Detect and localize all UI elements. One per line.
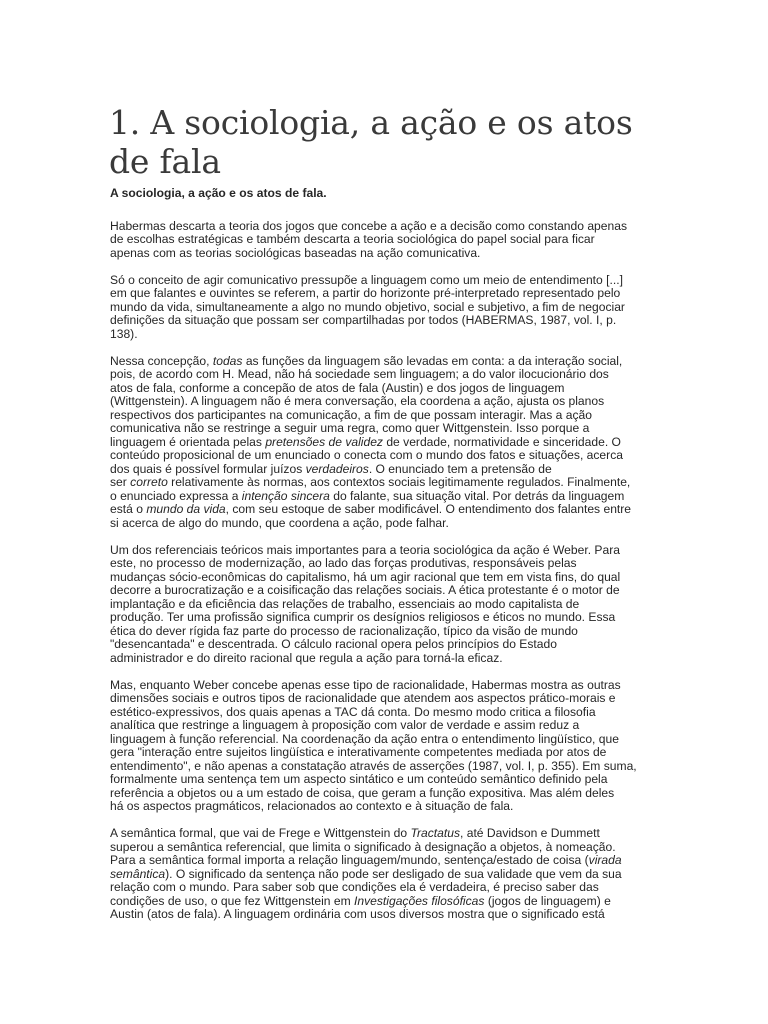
- italic-text: todas: [212, 353, 243, 368]
- paragraph: [110, 274, 658, 342]
- italic-text: correto: [130, 475, 168, 489]
- text-run: A semântica formal, que vai de Frege e Wittgenstein do: [110, 826, 411, 840]
- text-run: do falante, sua situação vital. Por detrás da linguagem está o: [110, 488, 625, 516]
- italic-text: intenção sincera: [241, 488, 330, 503]
- italic-text: virada semântica: [110, 853, 622, 881]
- italic-text: Tractatus: [410, 826, 460, 840]
- text-run: as funções da linguagem são levadas em conta: a da interação social, pois, de acordo com H. Mead, não há sociedade sem linguagem; a do valor ilocucionário dos atos de fala, conforme a concepão de atos de fala (Austin) e dos jogos de linguagem (Wittgenstein). A linguagem não é mera conversação, ela coordena a ação, ajusta os planos respectivos dos participantes na comunicação, a fim de que possam interagir. Mas a ação comunicativa não se restringe a seguir uma regra, como quer Wittgenstein. Isso porque a linguagem é orientada pelas: [110, 353, 623, 449]
- italic-text: pretensões de validez: [265, 434, 383, 449]
- text-run: Mas, enquanto Weber concebe apenas esse tipo de racionalidade, Habermas mostra as outras dimensões sociais e outros tipos de racionalidade que atendem aos aspectos prático-morais e estético-expressivos, dos quais apenas a TAC dá conta. Do mesmo modo critica a filosofia analítica que restringe a linguagem à proposição com valor de verdade e assim reduz a linguagem à função referencial. Na coordenação da ação entra o entendimento lingüístico, que gera "interação entre sujeitos lingüística e interativamente competentes mediada por atos de entendimento", e não apenas a constatação através de asserções (1987, vol. I, p. 355). Em suma, formalmente uma sentença tem um aspecto sintático e um conteúdo semântico definido pela referência a objetos ou a um estado de coisa, que geram a função expositiva. Mas além deles há os aspectos pragmáticos, relacionados ao contexto e à situação de fala.: [110, 677, 637, 813]
- text-run: . O enunciado tem a pretensão de ser: [110, 461, 552, 489]
- italic-text: mundo da vida: [146, 502, 226, 516]
- text-run: Só o conceito de agir comunicativo pressupõe a linguagem como um meio de entendimento [...] em que falantes e ouvintes se referem, a partir do horizonte pré-interpretado representado pelo mundo da vida, simultaneamente a algo no mundo objetivo, social e subjetivo, a fim de negociar definições da situação que possam ser compartilhadas por todos (HABERMAS, 1987, vol. I, p. 138).: [110, 272, 625, 341]
- paragraph: [110, 679, 658, 814]
- text-run: (jogos de linguagem) e Austin (atos de fala). A linguagem ordinária com usos diversos mostra que o significado está: [110, 893, 611, 921]
- text-run: Um dos referenciais teóricos mais importantes para a teoria sociológica da ação é Weber. Para este, no processo de modernização, ao lado das forças produtivas, responsáveis pelas mudanças sócio-econômicas do capitalismo, há um agir racional que tem em vista fins, do qual decorre a burocratização e a coisificação das relações sociais. A ética protestante é o motor de implantação e da eficiência das relações de trabalho, essenciais ao modo capitalista de produção. Ter uma profissão significa cumprir os desígnios religiosos e éticos no mundo. Essa ética do dever rígida faz parte do processo de racionalização, típico da visão de mundo "desencantada" e descentrada. O cálculo racional opera pelos princípios do Estado administrador e do direito racional que regula a ação para torná-la eficaz.: [110, 542, 621, 665]
- text-run: Nessa concepção,: [110, 353, 213, 368]
- italic-text: verdadeiros: [305, 461, 369, 476]
- document-subtitle: A sociologia, a ação e os atos de fala.: [110, 186, 327, 200]
- paragraph: [110, 827, 658, 922]
- italic-text: Investigações filosóficas: [354, 893, 485, 908]
- text-run: Habermas descarta a teoria dos jogos que concebe a ação e a decisão como constando apenas de escolhas estratégicas e também descarta a teoria sociológica do papel social para ficar apenas com as teorias sociológicas baseadas na ação comunicativa.: [110, 218, 628, 260]
- text-run: de verdade, normatividade e sinceridade. O conteúdo proposicional de um enunciado o conecta com o mundo dos fatos e situações, acerca dos quais é possível formular juízos: [110, 434, 623, 476]
- document-body: [110, 187, 658, 935]
- text-run: ). O significado da sentença não pode ser desligado de sua validade que vem da sua relação com o mundo. Para saber sob que condições ela é verdadeira, é preciso saber das condições de uso, o que fez Wittgenstein em: [110, 866, 622, 908]
- page-title: 1. A sociologia, a ação e os atos de fala: [109, 103, 633, 181]
- paragraph: [110, 544, 658, 666]
- text-run: relativamente às normas, aos contextos sociais legitimamente regulados. Finalmente, o enunciado expressa a: [110, 475, 631, 503]
- paragraph: [110, 355, 658, 531]
- text-run: , com seu estoque de saber modificável. O entendimento dos falantes entre si acerca de algo do mundo, que coordena a ação, pode falhar.: [110, 502, 632, 530]
- paragraph: [110, 220, 658, 261]
- text-run: , até Davidson e Dummett superou a semântica referencial, que limita o significado à designação a objetos, à nomeação. Para a semântica formal importa a relação linguagem/mundo, sentença/estado de coisa (: [110, 826, 616, 867]
- paragraph-list: [110, 220, 658, 922]
